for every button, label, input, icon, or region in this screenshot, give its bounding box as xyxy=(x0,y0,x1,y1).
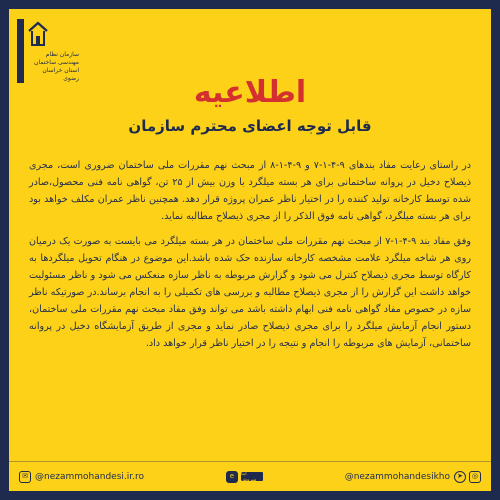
eitaa-icon[interactable]: e xyxy=(226,471,238,483)
left-social-icons xyxy=(19,471,31,483)
footer-right xyxy=(345,471,481,483)
soroush-icon[interactable]: ایتا سروش xyxy=(241,472,263,481)
website-icon[interactable]: ✉ xyxy=(19,471,31,483)
org-logo xyxy=(17,19,77,83)
footer-left xyxy=(19,471,144,483)
org-name: سازمان نظام مهندسی ساختمان استان خراسان رضوی xyxy=(34,51,79,82)
announcement-card xyxy=(9,9,491,491)
logo-mark-icon xyxy=(27,19,49,49)
center-icons xyxy=(226,471,263,483)
left-handle[interactable]: @nezammohandesi.ir.ro xyxy=(35,471,144,482)
paragraph-1: در راستای رعایت مفاد بندهای ۹-۴-۱-۷ و ۹-۴-۱-۸ از مبحث نهم مقررات ملی ساختمان ضروری است، مجری ذیصلاح دخیل در پروانه ساختمانی برای هر بسته میلگرد با وزن بیش از ۲۵ تن، گواهی نامه فنی محصول،صادر شده توسط کارخانه تولید کننده را در اختیار ناظر عمران پروژه قرار دهد. همچنین ناظر عمران مکلف خواهد بود برای هر بسته میلگرد، گواهی نامه فوق الذکر را از مجری ذیصلاح مطالبه نماید. xyxy=(29,160,472,222)
telegram-icon[interactable]: ➤ xyxy=(454,471,466,483)
announcement-body xyxy=(29,157,471,360)
paragraph-2: وفق مفاد بند ۹-۴-۱-۷ از مبحث نهم مقررات ملی ساختمان در هر بسته میلگرد می بایست به صورت یک درمیان روی هر شاخه میلگرد علامت مشخصه کارخانه سازنده حک شده باشد.این موضوع در هنگام تحویل میلگردها به کارگاه توسط مجری ذیصلاح کنترل می شود و گزارش مربوطه به ناظر سازه منعکس می شود و ناظر مسئولیت خواهد داشت این گزارش را از مجری ذیصلاح مطالبه و بررسی های تکمیلی را به انجام برساند.در صورتیکه ناظر سازه در خصوص مفاد گواهی نامه فنی ابهام داشته باشد می تواند وفق مفاد مبحث نهم مقررات ملی ساختمان، دستور انجام آزمایش میلگرد را برای مجری ذیصلاح صادر نماید و مجری از طریق آزمایشگاه دخیل در پروانه ساختمانی، آزمایش های مربوطه را انجام و نتیجه را در اختیار ناظر قرار خواهد داد. xyxy=(29,236,471,349)
footer xyxy=(9,461,491,491)
right-social-icons xyxy=(454,471,481,483)
instagram-icon[interactable]: ◎ xyxy=(469,471,481,483)
logo-bar xyxy=(17,19,24,83)
page-subtitle: قابل توجه اعضای محترم سازمان xyxy=(128,117,372,135)
page-title: اطلاعیه xyxy=(193,75,307,110)
right-handle[interactable]: @nezammohandesikho xyxy=(344,471,450,482)
